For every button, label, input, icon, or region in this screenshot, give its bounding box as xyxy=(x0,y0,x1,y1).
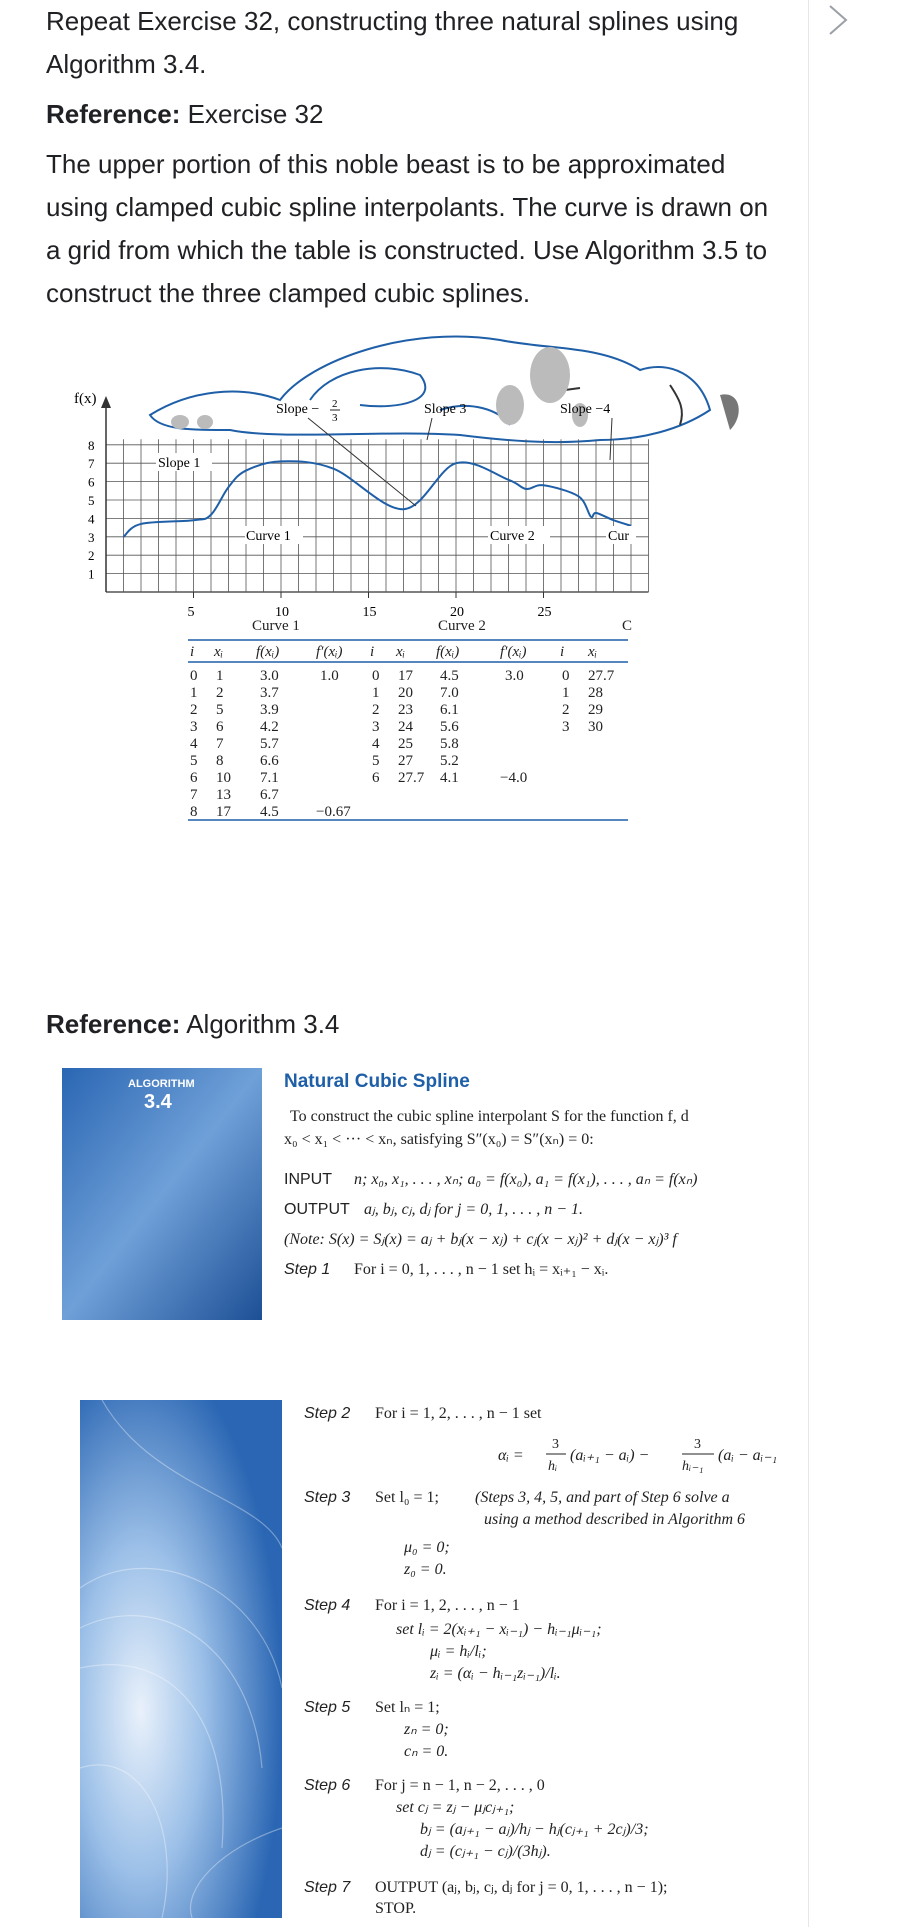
table-header-row xyxy=(190,644,597,660)
slope-label-2: Slope − xyxy=(276,402,320,417)
table-header-cell: f′(xᵢ) xyxy=(500,644,527,660)
step7-label: Step 7 xyxy=(304,1879,351,1896)
table-cell: 0 xyxy=(190,668,198,684)
table-cell: 7.1 xyxy=(260,770,279,786)
table-header-cell: f(xᵢ) xyxy=(436,644,460,660)
table-cell: −0.67 xyxy=(316,804,351,820)
table-cell: 5 xyxy=(372,753,380,769)
table-cell: 0 xyxy=(372,668,380,684)
reference-target-2[interactable]: Algorithm 3.4 xyxy=(186,1009,340,1039)
x-tick-label: 20 xyxy=(450,605,464,620)
step7-text: OUTPUT (aⱼ, bⱼ, cⱼ, dⱼ for j = 0, 1, . . . , n − 1); xyxy=(375,1879,668,1896)
table-cell: 1 xyxy=(190,685,198,701)
y-tick-label: 4 xyxy=(88,511,95,527)
table-header-cell: f(xᵢ) xyxy=(256,644,280,660)
slope-label-1: Slope 1 xyxy=(158,456,201,471)
step3-note2: using a method described in Algorithm 6 xyxy=(484,1511,746,1528)
step5-z: zₙ = 0; xyxy=(404,1721,449,1738)
table-cell: 5 xyxy=(216,702,224,718)
table-group-title-3: C xyxy=(622,618,633,634)
output-label: OUTPUT xyxy=(284,1201,350,1218)
step2-label: Step 2 xyxy=(304,1405,351,1422)
table-group-title-1: Curve 1 xyxy=(252,618,300,634)
table-cell: 3.0 xyxy=(260,668,279,684)
step2-frac1-den: hᵢ xyxy=(548,1459,558,1474)
table-cell: 3.0 xyxy=(505,668,524,684)
table-cell: 8 xyxy=(190,804,198,820)
y-tick-label: 2 xyxy=(88,548,95,564)
table-cell: 5.6 xyxy=(440,719,459,735)
exercise-text: The upper portion of this noble beast is to be approximated using clamped cubic spline interpolants. The curve is drawn on a grid from which the table is constructed. Use Algorithm 3.5 to construct the three clamped cubic splines. xyxy=(46,149,769,308)
step1-text: For i = 0, 1, . . . , n − 1 set hᵢ = xᵢ₊₁ − xᵢ. xyxy=(354,1261,609,1278)
y-tick-label: 6 xyxy=(88,474,95,490)
x-tick-label: 15 xyxy=(362,605,377,620)
table-cell: 4.2 xyxy=(260,719,279,735)
table-cell: 2 xyxy=(190,702,198,718)
algorithm-note: (Note: S(x) = Sⱼ(x) = aⱼ + bⱼ(x − xⱼ) + cⱼ(x − xⱼ)² + dⱼ(x − xⱼ)³ f xyxy=(284,1231,677,1248)
table-cell: 4.5 xyxy=(440,668,459,684)
table-cell: 8 xyxy=(216,753,224,769)
table-cell: 3 xyxy=(372,719,380,735)
step2-term2: (aᵢ − aᵢ₋₁ xyxy=(718,1447,778,1464)
spline-curve xyxy=(124,461,632,537)
table-cell: 4.5 xyxy=(260,804,279,820)
table-cell: 5.2 xyxy=(440,753,459,769)
x-tick-label: 5 xyxy=(187,605,195,620)
intro-text: Repeat Exercise 32, constructing three natural splines using Algorithm 3.4. xyxy=(46,6,739,79)
step2-frac2-num: 3 xyxy=(694,1437,701,1452)
curve-label-2: Curve 2 xyxy=(490,529,535,544)
table-cell: 30 xyxy=(588,719,603,735)
step2-frac1-num: 3 xyxy=(552,1437,559,1452)
table-cell: 4 xyxy=(190,736,198,752)
step4-z: zᵢ = (αᵢ − hᵢ₋₁zᵢ₋₁)/lᵢ. xyxy=(430,1665,561,1682)
table-cell: −4.0 xyxy=(500,770,528,786)
table-header-cell: f′(xᵢ) xyxy=(316,644,343,660)
table-cell: 27.7 xyxy=(588,668,615,684)
step3-text: Set l₀ = 1; xyxy=(375,1489,439,1506)
y-tick-label: 1 xyxy=(88,566,95,582)
x-tick-label: 10 xyxy=(275,605,289,620)
badge-label: ALGORITHM xyxy=(128,1078,195,1090)
reference-label: Reference: xyxy=(46,99,181,129)
table-cell: 6.7 xyxy=(260,787,279,803)
step3-z0: z₀ = 0. xyxy=(404,1561,447,1578)
step2-text: For i = 1, 2, . . . , n − 1 set xyxy=(375,1405,542,1422)
reference-target[interactable]: Exercise 32 xyxy=(187,99,324,129)
step4-label: Step 4 xyxy=(304,1597,351,1614)
table-cell: 3.9 xyxy=(260,702,279,718)
curve-label-1: Curve 1 xyxy=(246,529,291,544)
step5-label: Step 5 xyxy=(304,1699,351,1716)
table-cell: 3 xyxy=(190,719,198,735)
slope-label-4: Slope −4 xyxy=(560,402,611,417)
y-axis-arrow xyxy=(101,396,111,408)
table-cell: 27 xyxy=(398,753,413,769)
table-cell: 24 xyxy=(398,719,413,735)
table-header-cell: xᵢ xyxy=(214,644,224,660)
step2-frac2-den: hᵢ₋₁ xyxy=(682,1459,704,1474)
step4-l: set lᵢ = 2(xᵢ₊₁ − xᵢ₋₁) − hᵢ₋₁μᵢ₋₁; xyxy=(396,1621,602,1638)
step6-b: bⱼ = (aⱼ₊₁ − aⱼ)/hⱼ − hⱼ(cⱼ₊₁ + 2cⱼ)/3; xyxy=(420,1821,649,1838)
table-cell: 3 xyxy=(562,719,570,735)
y-tick-label: 3 xyxy=(88,529,95,545)
beast-spots xyxy=(171,347,739,430)
chevron-right-icon[interactable] xyxy=(818,2,858,42)
step2-term1: (aᵢ₊₁ − aᵢ) − xyxy=(570,1447,650,1464)
table-cell: 7 xyxy=(190,787,198,803)
table-cell: 2 xyxy=(372,702,380,718)
slope-label-3: Slope 3 xyxy=(424,402,467,417)
table-body xyxy=(190,668,615,820)
input-label: INPUT xyxy=(284,1171,332,1188)
table-cell: 2 xyxy=(562,702,570,718)
y-tick-label: 8 xyxy=(88,437,95,453)
step3-note1: (Steps 3, 4, 5, and part of Step 6 solve a xyxy=(475,1489,730,1506)
algorithm-figure xyxy=(62,1068,802,1918)
step6-c: set cⱼ = zⱼ − μⱼcⱼ₊₁; xyxy=(396,1799,515,1816)
step1-label: Step 1 xyxy=(284,1261,331,1278)
reference-algorithm xyxy=(46,1003,786,1046)
table-cell: 7.0 xyxy=(440,685,459,701)
table-cell: 1.0 xyxy=(320,668,339,684)
table-cell: 6 xyxy=(372,770,380,786)
grid-area xyxy=(106,408,649,592)
table-cell: 5.8 xyxy=(440,736,459,752)
table-cell: 5.7 xyxy=(260,736,279,752)
y-axis xyxy=(88,438,95,582)
table-header-cell: xᵢ xyxy=(396,644,406,660)
step3-mu0: μ₀ = 0; xyxy=(404,1539,450,1556)
exercise-figure xyxy=(74,330,800,1010)
slope-frac-num: 2 xyxy=(332,398,338,410)
slope-frac-den: 3 xyxy=(332,412,338,424)
table-cell: 25 xyxy=(398,736,413,752)
table-cell: 23 xyxy=(398,702,413,718)
table-cell: 6.1 xyxy=(440,702,459,718)
table-cell: 29 xyxy=(588,702,603,718)
table-cell: 3.7 xyxy=(260,685,279,701)
algorithm-desc-line1: To construct the cubic spline interpolant S for the function f, d xyxy=(290,1108,689,1125)
step6-label: Step 6 xyxy=(304,1777,351,1794)
table-cell: 6.6 xyxy=(260,753,279,769)
table-cell: 27.7 xyxy=(398,770,425,786)
step2-alpha: αᵢ = xyxy=(498,1447,524,1464)
table-group-title-2: Curve 2 xyxy=(438,618,486,634)
table-cell: 5 xyxy=(190,753,198,769)
step3-label: Step 3 xyxy=(304,1489,351,1506)
table-cell: 13 xyxy=(216,787,231,803)
reference-exercise xyxy=(46,93,786,136)
table-header-cell: xᵢ xyxy=(588,644,598,660)
step4-mu: μᵢ = hᵢ/lᵢ; xyxy=(430,1643,487,1660)
table-cell: 4.1 xyxy=(440,770,459,786)
output-text: aⱼ, bⱼ, cⱼ, dⱼ for j = 0, 1, . . . , n − 1. xyxy=(364,1201,583,1218)
algorithm-title: Natural Cubic Spline xyxy=(284,1071,470,1092)
table-cell: 4 xyxy=(372,736,380,752)
table-cell: 17 xyxy=(216,804,231,820)
table-cell: 10 xyxy=(216,770,231,786)
y-tick-label: 7 xyxy=(88,456,95,472)
table-cell: 1 xyxy=(372,685,380,701)
step5-c: cₙ = 0. xyxy=(404,1743,449,1760)
step6-text: For j = n − 1, n − 2, . . . , 0 xyxy=(375,1777,545,1794)
algorithm-desc-line2: x₀ < x₁ < ··· < xₙ, satisfying S″(x₀) = S″(xₙ) = 0: xyxy=(284,1131,594,1148)
table-cell: 17 xyxy=(398,668,413,684)
table-cell: 6 xyxy=(216,719,224,735)
table-cell: 20 xyxy=(398,685,413,701)
table-header-cell: i xyxy=(370,644,375,660)
y-tick-label: 5 xyxy=(88,493,95,508)
table-cell: 28 xyxy=(588,685,603,701)
step4-text: For i = 1, 2, . . . , n − 1 xyxy=(375,1597,520,1614)
x-axis xyxy=(188,592,552,620)
input-text: n; x₀, x₁, . . . , xₙ; a₀ = f(x₀), a₁ = f(x₁), . . . , aₙ = f(xₙ) xyxy=(354,1171,698,1188)
table-cell: 7 xyxy=(216,736,224,752)
table-cell: 1 xyxy=(562,685,570,701)
badge-number: 3.4 xyxy=(144,1091,172,1113)
curve-label-3: Cur xyxy=(608,529,629,544)
curve-labels xyxy=(245,526,636,544)
table-header-cell: i xyxy=(190,644,195,660)
table-cell: 0 xyxy=(562,668,570,684)
table-cell: 2 xyxy=(216,685,224,701)
data-table xyxy=(188,618,632,820)
reference-label-2: Reference: xyxy=(46,1009,181,1039)
step6-d: dⱼ = (cⱼ₊₁ − cⱼ)/(3hⱼ). xyxy=(420,1843,551,1860)
y-axis-label: f(x) xyxy=(74,391,97,407)
step5-text: Set lₙ = 1; xyxy=(375,1699,440,1716)
step7-stop: STOP. xyxy=(375,1900,417,1917)
table-header-cell: i xyxy=(560,644,565,660)
table-cell: 1 xyxy=(216,668,224,684)
table-cell: 6 xyxy=(190,770,198,786)
x-tick-label: 25 xyxy=(537,605,552,620)
